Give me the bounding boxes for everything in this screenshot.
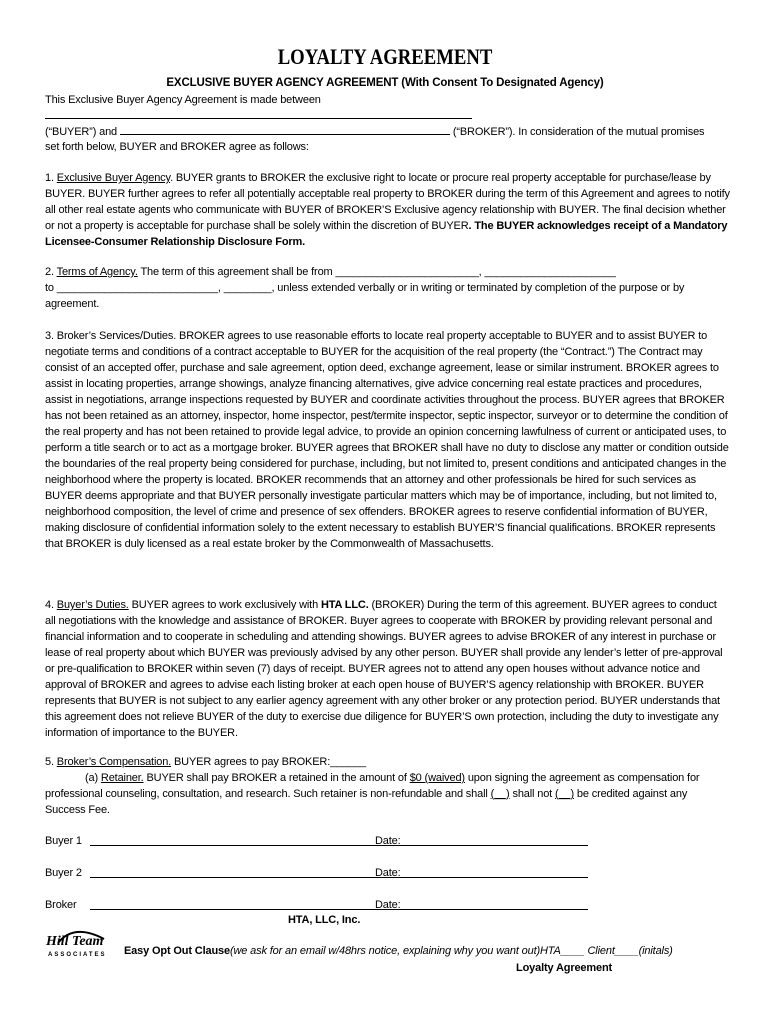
section-number: 4. (45, 599, 57, 611)
opt-out-text: (we ask for an email w/48hrs notice, explaining why you want out)HTA____ Client____(initals) (229, 945, 673, 957)
section-number: 1. (45, 172, 57, 184)
date-field[interactable] (408, 877, 588, 878)
logo-subtext: ASSOCIATES (48, 952, 107, 958)
company-name: HTA, LLC, Inc. (288, 914, 361, 926)
subsection-text: be credited against any Success Fee. (45, 788, 688, 816)
footer-doc-label: Loyalty Agreement (516, 962, 613, 974)
section-heading: Exclusive Buyer Agency (56, 172, 171, 184)
intro-line: This Exclusive Buyer Agency Agreement is made between (45, 94, 321, 106)
signature-field[interactable] (90, 909, 413, 910)
section-number: 2. (45, 266, 57, 278)
subsection-prefix: (a) (85, 772, 101, 784)
section-heading: Terms of Agency. (56, 266, 138, 278)
subsection-text: upon signing the agreement as compensation for professional counseling, consultation, and research. Such retainer is non-refundable and shall (45, 772, 700, 800)
date-field[interactable] (408, 845, 588, 846)
opt-out-clause (124, 943, 673, 959)
section-1 (45, 170, 730, 250)
shall-checkbox[interactable]: (__) (490, 788, 510, 800)
section-3: 3. Broker’s Services/Duties. BROKER agrees to use reasonable efforts to locate real property acceptable to BUYER and to assist BUYER to negotiate terms and conditions of a contract acceptable to BUYER for the acquisition of the real property (the “Contract.”) The Contract may consist of an accepted offer, purchase and sale agreement, option deed, exchange agreement, lease or similar instrument. BROKER agrees to assist in locating properties, arrange showings, analyze financing alternatives, give advice concerning real estate practices and procedures, assist in negotiations, arrange inspections requested by BUYER and coordinate activities throughout the process. BUYER agrees that BROKER has not been retained as an attorney, inspector, home inspector, pest/termite inspector, septic inspector, surveyor or to determine the condition of the real property and has not been retained to provide legal advice, to provide an opinion concerning lawfulness of current or anticipated uses, to perform a title search or to act as a mortgage broker. BUYER agrees that BROKER shall have no duty to disclose any matter or condition outside the boundaries of the real property being considered for purchase, including, but not limited to, present conditions and anticipated changes in the neighborhood where the property is located. BROKER recommends that an attorney and other professionals be hired for such services as BUYER deems appropriate and that BUYER personally investigate particular matters which may be of importance, including, but not limited to, neighborhood composition, the level of crime and presence of sex offenders. BROKER agrees to reserve confidential information of BUYER, making disclosure of confidential information solely to the extent necessary to establish BUYER’S financial qualifications. BROKER represents that BROKER is duly licensed as a real estate broker by the Commonwealth of Massachusetts. (45, 330, 729, 550)
section-number: 5. (45, 756, 57, 768)
intro-parties (45, 123, 730, 140)
disclosure-ack: . The BUYER acknowledges receipt of a Mandatory Licensee-Consumer Relationship Disclosure Form. (45, 220, 728, 248)
signature-row-buyer-2 (45, 865, 645, 881)
date-label: Date: (375, 835, 401, 847)
broker-label: (“BROKER”). In consideration of the mutual promises (452, 126, 705, 138)
shall-not-checkbox[interactable]: (__) (555, 788, 574, 800)
signature-label: Buyer 2 (45, 867, 82, 879)
signature-label: Buyer 1 (45, 835, 82, 847)
term-to: to ___________________________, ________, unless extended verbally or in writing or terminated by completion of the purpose or by agreement. (45, 282, 685, 310)
section-4 (45, 597, 730, 741)
buyer-label: (“BUYER”) and (45, 126, 118, 138)
section-text: BUYER agrees to pay BROKER:______ (171, 756, 366, 768)
section-text: BUYER agrees to work exclusively with (128, 599, 321, 611)
hill-team-logo (44, 925, 114, 965)
subsection-heading: Retainer. (100, 772, 144, 784)
section-heading: Buyer’s Duties. (56, 599, 129, 611)
subtitle: EXCLUSIVE BUYER AGENCY AGREEMENT (With Consent To Designated Agency) (166, 77, 604, 89)
signature-row-buyer-1 (45, 833, 645, 849)
broker-name-field[interactable] (120, 123, 450, 135)
page-title: LOYALTY AGREEMENT (277, 44, 493, 69)
section-2 (45, 264, 730, 312)
section-text: . BUYER grants to BROKER the exclusive right to locate or procure real property acceptable for purchase/lease by BUYER. BUYER further agrees to refer all potentially acceptable real property to BROKER during the term of this Agreement and agrees to notify all other real estate agents who communicate with BUYER of BROKER’S Exclusive agency relationship with BUYER. The final decision whether or not a property is acceptable for purchase shall be solely within the discretion of BUYER (45, 172, 730, 232)
section-heading: Broker’s Compensation. (56, 756, 172, 768)
signature-field[interactable] (90, 845, 413, 846)
intro-agree: set forth below, BUYER and BROKER agree as follows: (45, 141, 309, 153)
section-5 (45, 754, 730, 818)
logo-text: Hill Team (46, 934, 104, 949)
broker-name: HTA LLC. (320, 599, 369, 611)
retainer-amount: $0 (waived) (409, 772, 465, 784)
subsection-text: shall not (509, 788, 555, 800)
opt-out-heading: Easy Opt Out Clause (124, 945, 230, 957)
date-label: Date: (375, 867, 401, 879)
signature-label: Broker (45, 899, 77, 911)
subsection-text: BUYER shall pay BROKER a retained in the amount of (143, 772, 410, 784)
signature-field[interactable] (90, 877, 413, 878)
buyer-name-field[interactable] (45, 118, 472, 119)
date-field[interactable] (408, 909, 588, 910)
signature-row-broker (45, 897, 645, 913)
section-text: (BROKER) During the term of this agreement. BUYER agrees to conduct all negotiations with the knowledge and assistance of BROKER. Buyer agrees to cooperate with BROKER by providing relevant personal and financial information and to cooperate in scheduling and attending showings. BUYER agrees to advise BROKER of any interest in purchase or lease of real property about which BUYER was previously advised by any other person. BUYER shall provide any lender’s letter of pre-approval or pre-qualification to BROKER within seven (7) days of receipt. BUYER agrees not to attend any open houses without advance notice and approval of BROKER and agrees to advise each listing broker at each open house of BUYER’S agency relationship with BROKER. BUYER represents that BUYER is not subject to any earlier agency agreement with any other broker or any protection period. BUYER understands that this agreement does not relieve BUYER of the duty to exercise due diligence for BUYER’S own protection, including the duty to investigate any information of importance to the BUYER. (45, 599, 723, 739)
term-from: The term of this agreement shall be from ________________________, ______________________ (137, 266, 616, 278)
date-label: Date: (375, 899, 401, 911)
